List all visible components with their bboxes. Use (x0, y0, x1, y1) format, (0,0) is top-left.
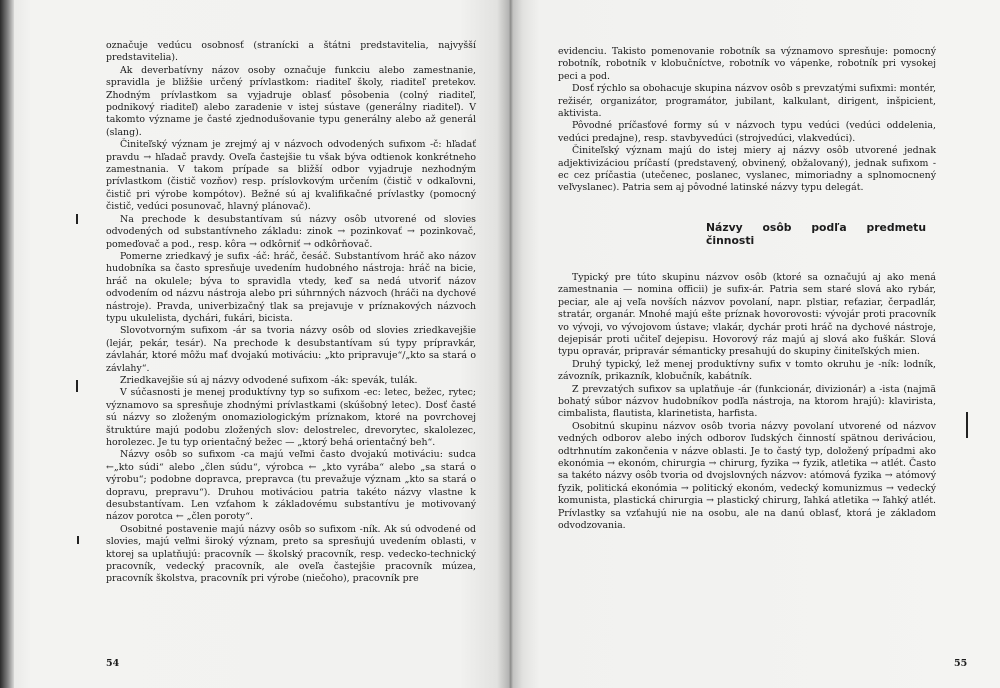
paragraph: Z prevzatých sufixov sa uplatňuje -ár (funkcionár, divizionár) a -ista (najmä bohatý súbor názvov hudobníkov podľa nástroja, na ktorom hrajú): klavirista, cimbalista, flautista, klarinetista, harfista. (558, 383, 936, 420)
paragraph: Slovotvorným sufixom -ár sa tvoria názvy osôb od slovies zriedkavejšie (lejár, pekár, tesár). Na prechode k desubstantívam sú typy prípravkár, závlahár, ktoré môžu mať dvojakú motiváciu: „kto pripravuje“/„kto sa stará o závlahy“. (106, 325, 476, 374)
paragraph: Názvy osôb so sufixom -ca majú veľmi často dvojakú motiváciu: sudca ←„kto súdi“ alebo „člen súdu“, výrobca ← „kto vyrába“ alebo „sa stará o výrobu“; podobne dopravca, prepravca (tu prevažuje význam „kto sa stará o dopravu, prepravu“). Druhou motiváciou patria takéto názvy vlastne k desubstantívam. Len vzťahom k základovému substantívu je motivovaný názov porotca ← „člen poroty“. (106, 449, 476, 523)
right-page (510, 0, 1000, 688)
paragraph: Pomerne zriedkavý je sufix -áč: hráč, česáč. Substantívom hráč ako názov hudobníka sa často spresňuje uvedením hudobného nástroja: hráč na bicie, hráč na okulele; býva to spravidla vtedy, keď sa nedá utvoriť názov odvodením od názvu nástroja alebo pri súhrnných názvoch (hráči na dychové nástroje). Pravda, univerbizačný tlak sa prejavuje v príznakových názvoch typu ukulelista, dychári, fukári, bicista. (106, 250, 476, 324)
margin-mark (77, 536, 79, 544)
margin-mark (76, 380, 78, 392)
section-heading: Názvy osôb podľa predmetu činnosti (706, 220, 926, 248)
paragraph: Na prechode k desubstantívam sú názvy osôb utvorené od slovies odvodených od substantívneho základu: zinok → pozinkovať → pozinkovač, pomeďovač a pod., resp. kôra → odkôrniť → odkôrňovač. (106, 213, 476, 250)
paragraph: Dosť rýchlo sa obohacuje skupina názvov osôb s prevzatými sufixmi: montér, režisér, organizátor, programátor, jubilant, kalkulant, dirigent, inšpicient, aktivista. (558, 83, 936, 120)
margin-mark (76, 214, 78, 224)
book-gutter-shadow (497, 0, 523, 688)
paragraph: Činiteľský význam je zrejmý aj v názvoch odvodených sufixom -č: hľadať pravdu → hľadač pravdy. Oveľa častejšie tu však býva odtienok konkrétneho zamestnania. V takom prípade sa bližší odbor vyjadruje nezhodným prívlastkom (čistič vozňov) resp. príslovkovým určením (čistič v odkaľovni, čistič pri výrobe kompótov). Bežné sú aj kvalifikačné prívlastky (pomocný čistič, vedúci posunovač, hlavný plánovač). (106, 139, 476, 213)
left-text-column (106, 40, 476, 586)
paragraph: evidenciu. Takisto pomenovanie robotník sa významovo spresňuje: pomocný robotník, robotník v klobučníctve, robotník vo vápenke, robotník pri vysokej peci a pod. (558, 46, 936, 82)
paragraph: Pôvodné príčasťové formy sú v názvoch typu vedúci (vedúci oddelenia, vedúci predajne), resp. stavbyvedúci (strojvedúci, vlakvedúci). (558, 120, 936, 144)
paragraph: Druhý typický, lež menej produktívny sufix v tomto okruhu je -ník: lodník, závozník, prikazník, klobučník, kabátník. (558, 358, 936, 383)
page-number: 54 (106, 658, 120, 669)
paragraph: Činiteľský význam majú do istej miery aj názvy osôb utvorené jednak adjektivizáciou príčastí (predstavený, obvinený, obžalovaný), jednak sufixom -ec cez príčastia (utečenec, poslanec, vyslanec, mimoriadny a splnomocnený veľvyslanec). Patria sem aj pôvodné latinské názvy typu delegát. (558, 145, 936, 194)
right-text-column (558, 46, 936, 532)
paragraph: Osobitné postavenie majú názvy osôb so sufixom -ník. Ak sú odvodené od slovies, majú veľmi široký význam, preto sa spresňujú uvedením oblasti, v ktorej sa uplatňujú: pracovník — školský pracovník, resp. vedecko-technický pracovník, vedecký pracovník, ale oveľa častejšie pracovník múzea, pracovník školstva, pracovník pri výrobe (niečoho), pracovník pre (106, 523, 476, 585)
paragraph: Osobitnú skupinu názvov osôb tvoria názvy povolaní utvorené od názvov vedných odborov alebo iných odborov ľudských činností spätnou deriváciou, odtrhnutím zakončenia v názve oblasti. Je to častý typ, doložený prípadmi ako ekonómia → ekonóm, chirurgia → chirurg, fyzika → fyzik, atletika → atlét. Často sa takéto názvy osôb tvoria od dvojslovných názvov: atómová fyzika → atómový fyzik, politická ekonómia → politický ekonóm, vedecký komunizmus → vedecký komunista, plastická chirurgia → plastický chirurg, ľahká atletika → ľahký atlét. Prívlastky sa vzťahujú nie na osobu, ale na danú oblasť, ktorá je základom odvodzovania. (558, 420, 936, 531)
paragraph: označuje vedúcu osobnosť (stranícki a štátni predstavitelia, najvyšší predstavitelia). (106, 40, 476, 64)
page-number: 55 (954, 658, 968, 669)
margin-mark (966, 412, 968, 438)
scan-binding-edge (0, 0, 14, 688)
paragraph: Zriedkavejšie sú aj názvy odvodené sufixom -ák: spevák, tulák. (120, 374, 418, 386)
paragraph: V súčasnosti je menej produktívny typ so sufixom -ec: letec, bežec, rytec; významovo sa spresňuje zhodnými prívlastkami (skúšobný letec). Dosť časté sú názvy so zloženým onomaziologickým príznakom, ktoré na povrchovej štruktúre majú podobu zložených slov: delostrelec, drevorytec, skalolezec, horolezec. Je tu typ orientačný bežec — „ktorý behá orientačný beh“. (106, 387, 476, 448)
paragraph: Ak deverbatívny názov osoby označuje funkciu alebo zamestnanie, spravidla je bližšie určený prívlastkom: riaditeľ školy, riaditeľ pretekov. Zhodným prívlastkom sa vyjadruje oblasť pôsobenia (colný riaditeľ, podnikový riaditeľ) alebo zaradenie v istej sústave (generálny riaditeľ). V takomto význame je časté zjednodušovanie typu generálny alebo až generál (slang). (106, 64, 476, 138)
paragraph: Typický pre túto skupinu názvov osôb (ktoré sa označujú aj ako mená zamestnania — nomina officii) je sufix-ár. Patria sem staré slová ako rybár, peciar, ale aj veľa novších názvov povolaní, napr. plstiar, reťaziar, čerpadlár, stratár, organár. Mnohé majú ešte príznak hovorovosti: vývojár proti pracovník vo vývoji, vo vývojovom ústave; vlakár, dychár proti hráč na dychové nástroje, dejepisár proti učiteľ dejepisu. Hovorový ráz majú aj slová ako fuškár. Slová typu opravár, pripravár sémanticky presahujú do skupiny činiteľských mien. (558, 271, 936, 358)
